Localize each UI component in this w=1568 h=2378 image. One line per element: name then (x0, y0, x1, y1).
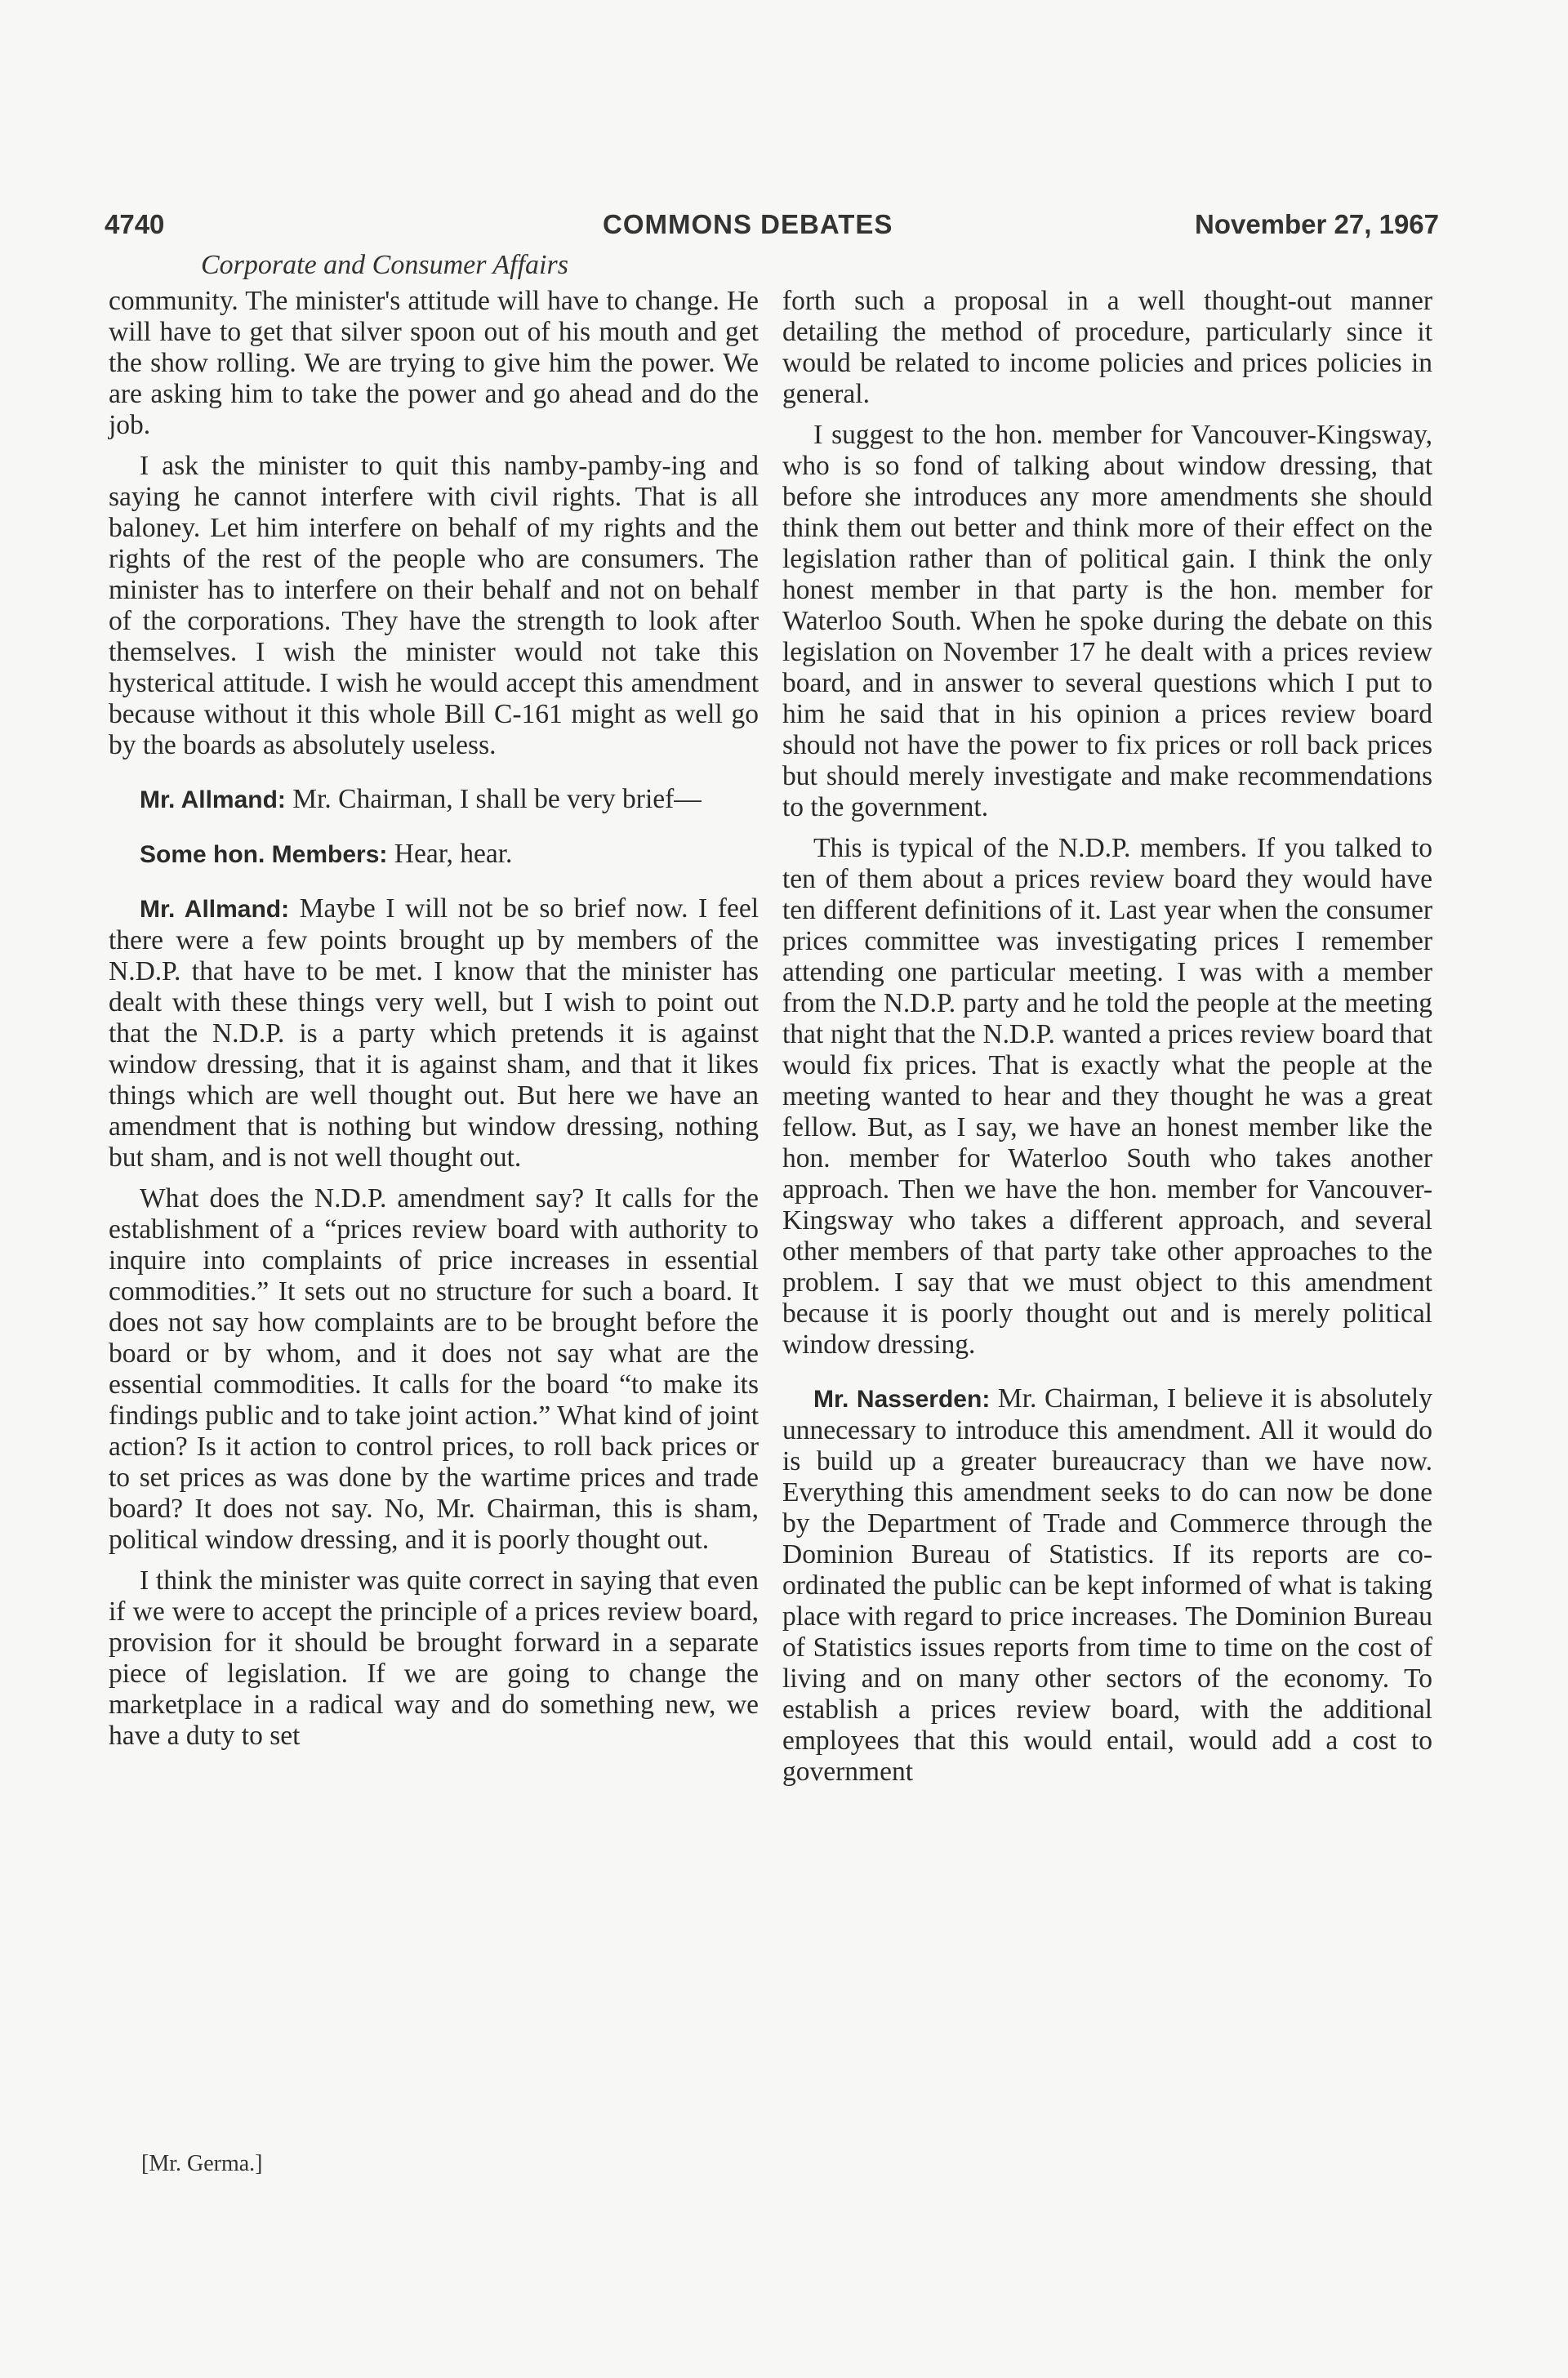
page-date: November 27, 1967 (1194, 209, 1439, 239)
speech-text: Hear, hear. (387, 839, 513, 869)
paragraph: This is typical of the N.D.P. members. If you talked to ten of them about a prices review board they would have ten different definitions of it. Last year when the consumer prices committee was investigating prices I remember attending one particular meeting. I was with a member from the N.D.P. party and he told the people at the meeting that night that the N.D.P. wanted a prices review board that would fix prices. That is exactly what the people at the meeting wanted to hear and they thought he was a great fellow. But, as I say, we have an honest member like the hon. member for Waterloo South who takes another approach. Then we have the hon. member for Vancouver-Kingsway who takes a different approach, and several other members of that party take other approaches to the problem. I say that we must object to this amendment because it is poorly thought out and is merely political window dressing. (782, 833, 1432, 1360)
paragraph: I think the minister was quite correct in saying that even if we were to accept the principle of a prices review board, provision for it should be brought forward in a separate piece of legislation. If we are going to change the marketplace in a radical way and do something new, we have a duty to set (109, 1565, 759, 1751)
paragraph: I ask the minister to quit this namby-pamby-ing and saying he cannot interfere with civil rights. That is all baloney. Let him interfere on behalf of my rights and the rights of the rest of the people who are consumers. The minister has to interfere on their behalf and not on behalf of the corporations. They have the strength to look after themselves. I wish the minister would not take this hysterical attitude. I wish he would accept this amendment because without it this whole Bill C-161 might as well go by the boards as absolutely useless. (109, 451, 759, 760)
speech-paragraph (109, 839, 759, 871)
speech-text: Mr. Chairman, I believe it is absolutely unnecessary to introduce this amendment. All it would do is build up a greater bureaucracy than we have now. Everything this amendment seeks to do can now be done by the Department of Trade and Commerce through the Dominion Bureau of Statistics. If its reports are co-ordinated the public can be kept informed of what is taking place with regard to price increases. The Dominion Bureau of Statistics issues reports from time to time on the cost of living and on many other sectors of the economy. To establish a prices review board, with the additional employees that this would entail, would add a cost to government (782, 1383, 1432, 1787)
section-title: Corporate and Consumer Affairs (201, 250, 568, 280)
speaker-name: Mr. Allmand: (140, 896, 290, 923)
paragraph: What does the N.D.P. amendment say? It calls for the establishment of a “prices review board with authority to inquire into complaints of price increases in essential commodities.” It sets out no structure for such a board. It does not say how complaints are to be brought before the board or by whom, and it does not say what are the essential commodities. It calls for the board “to make its findings public and to take joint action.” What kind of joint action? Is it action to control prices, to roll back prices or to set prices as was done by the wartime prices and trade board? It does not say. No, Mr. Chairman, this is sham, political window dressing, and it is poorly thought out. (109, 1183, 759, 1555)
speaker-attribution: [Mr. Germa.] (141, 2151, 263, 2176)
speech-text: Maybe I will not be so brief now. I feel there were a few points brought up by members of the N.D.P. that have to be met. I know that the minister has dealt with these things very well, but I wish to point out that the N.D.P. is a party which pretends it is against window dressing, that it is against sham, and that it likes things which are well thought out. But here we have an amendment that is nothing but window dressing, nothing but sham, and is not well thought out. (109, 893, 760, 1173)
paragraph: I suggest to the hon. member for Vancouver-Kingsway, who is so fond of talking about window dressing, that before she introduces any more amendments she should think them out better and think more of their effect on the legislation rather than of political gain. I think the only honest member in that party is the hon. member for Waterloo South. When he spoke during the debate on this legislation on November 17 he dealt with a prices review board, and in answer to several questions which I put to him he said that in his opinion a prices review board should not have the power to fix prices or roll back prices but should merely investigate and make recommendations to the government. (782, 420, 1432, 822)
speaker-name: Some hon. Members: (140, 841, 388, 868)
paragraph: community. The minister's attitude will have to change. He will have to get that silver spoon out of his mouth and get the show rolling. We are trying to give him the power. We are asking him to take the power and go ahead and do the job. (109, 286, 759, 440)
page-header (105, 209, 1439, 247)
page-number: 4740 (105, 209, 165, 239)
speech-paragraph (109, 784, 759, 816)
speech-paragraph (109, 893, 759, 1173)
speech-paragraph (782, 1383, 1432, 1788)
speaker-name: Mr. Nasserden: (813, 1386, 991, 1413)
right-column (782, 286, 1432, 1788)
paragraph: forth such a proposal in a well thought-out manner detailing the method of procedure, particularly since it would be related to income policies and prices policies in general. (782, 286, 1432, 409)
speech-text: Mr. Chairman, I shall be very brief— (285, 784, 702, 814)
left-column (109, 286, 759, 1752)
speaker-name: Mr. Allmand: (140, 786, 286, 813)
publication-title: COMMONS DEBATES (603, 209, 893, 239)
